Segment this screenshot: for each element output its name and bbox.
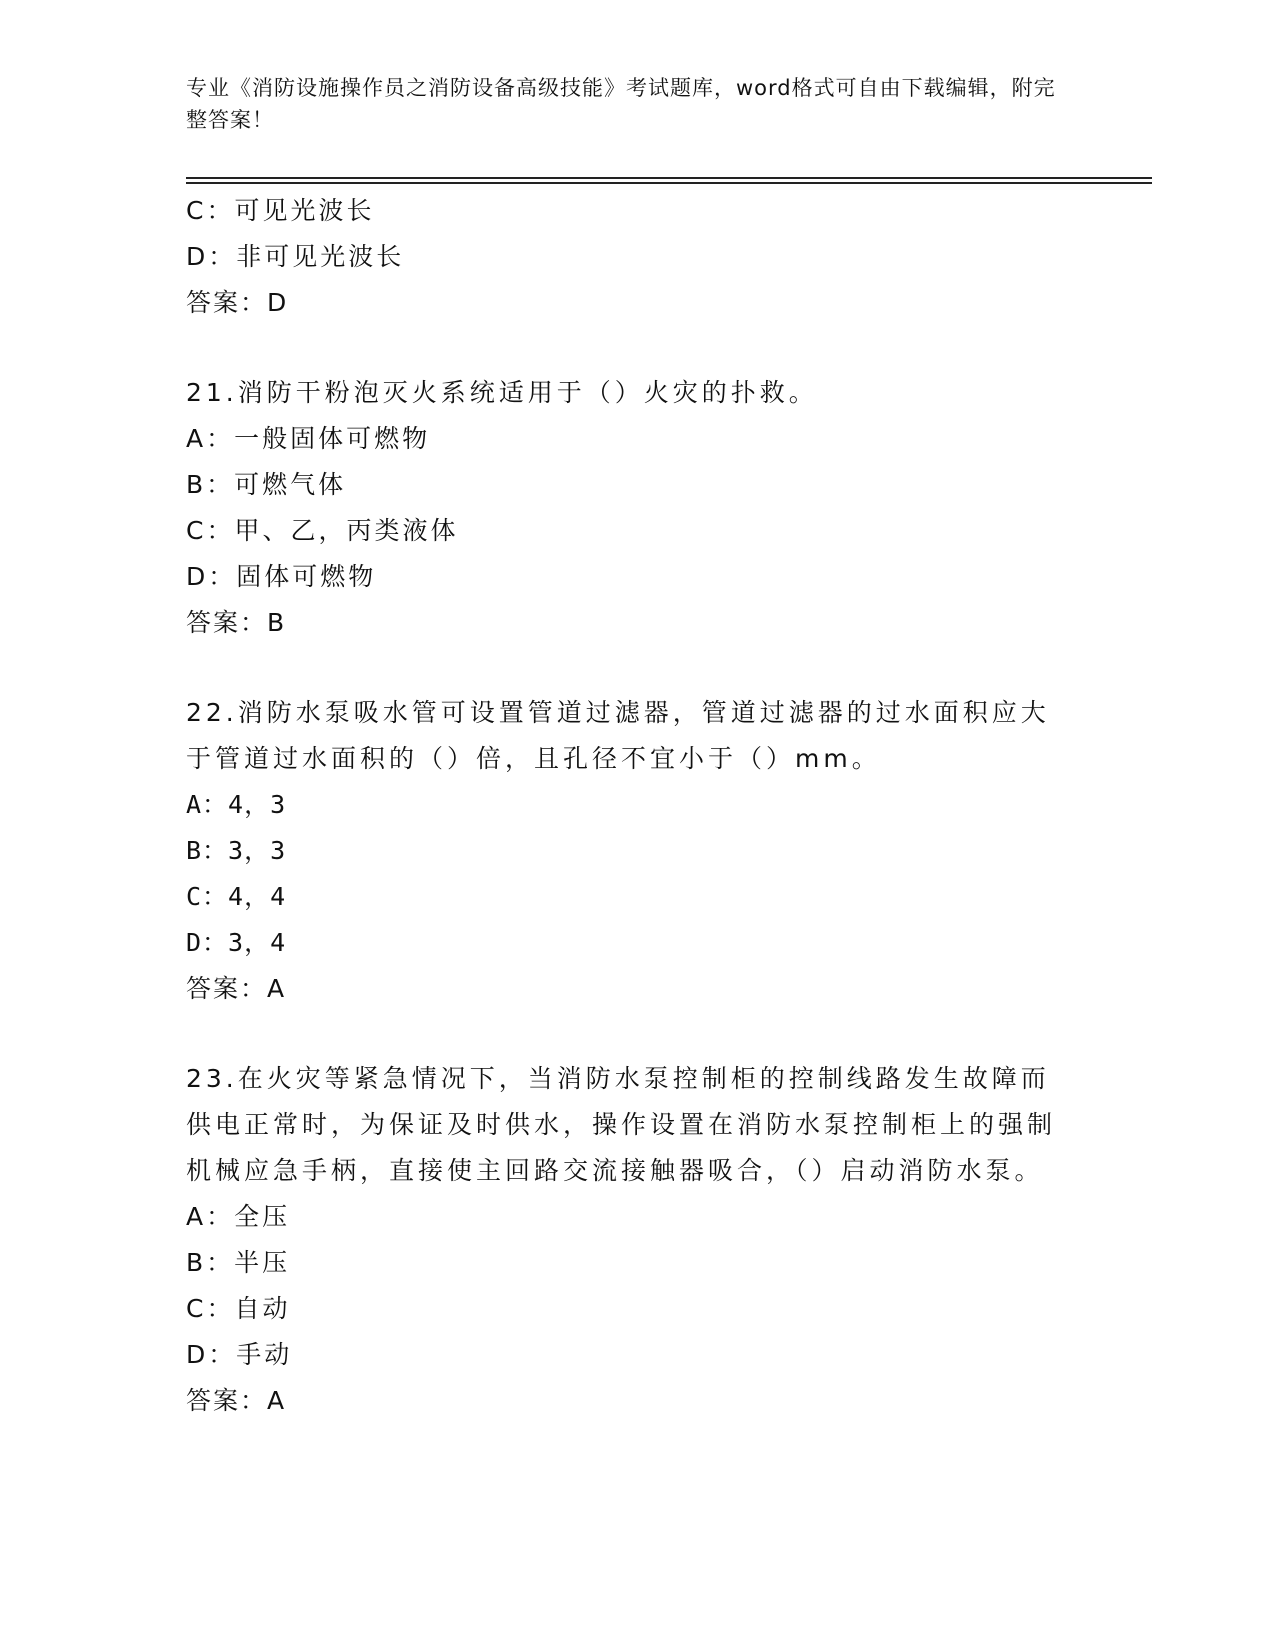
- option-a: A：一般固体可燃物: [186, 424, 431, 453]
- document-body: [186, 188, 1086, 1424]
- answer-line: 答案：B: [186, 608, 287, 637]
- answer-line: 答案：D: [186, 288, 289, 317]
- option-d: D：3，4: [186, 928, 287, 957]
- answer-line: 答案：A: [186, 974, 287, 1003]
- option-b: B：3，3: [186, 836, 287, 865]
- question-21: [186, 370, 1086, 646]
- option-d: D：非可见光波长: [186, 242, 405, 271]
- question-23: [186, 1056, 1086, 1424]
- option-a: A：4，3: [186, 790, 287, 819]
- answer-line: 答案：A: [186, 1386, 287, 1415]
- option-a: A：全压: [186, 1202, 291, 1231]
- option-b: B：半压: [186, 1248, 291, 1277]
- prev-question: [186, 188, 1086, 326]
- spacer: [186, 326, 1086, 370]
- question-22: [186, 690, 1086, 1012]
- question-text: 23.在火灾等紧急情况下，当消防水泵控制柜的控制线路发生故障而供电正常时，为保证及时供水，操作设置在消防水泵控制柜上的强制机械应急手柄，直接使主回路交流接触器吸合，（）启动消防水泵。: [186, 1064, 1057, 1185]
- question-text: 22.消防水泵吸水管可设置管道过滤器，管道过滤器的过水面积应大于管道过水面积的（）倍，且孔径不宜小于（）mm。: [186, 698, 1050, 773]
- option-d: D：手动: [186, 1340, 293, 1369]
- header-rule-bottom: [186, 182, 1152, 184]
- option-c: C：可见光波长: [186, 196, 375, 225]
- spacer: [186, 646, 1086, 690]
- option-c: C：甲、乙，丙类液体: [186, 516, 459, 545]
- page-header: 专业《消防设施操作员之消防设备高级技能》考试题库，word格式可自由下载编辑，附完整答案！: [186, 76, 1056, 132]
- header-rule-top: [186, 177, 1152, 179]
- option-c: C：4，4: [186, 882, 287, 911]
- option-d: D：固体可燃物: [186, 562, 377, 591]
- spacer: [186, 1012, 1086, 1056]
- question-text: 21.消防干粉泡灭火系统适用于（）火灾的扑救。: [186, 378, 818, 407]
- option-c: C：自动: [186, 1294, 291, 1323]
- option-b: B：可燃气体: [186, 470, 347, 499]
